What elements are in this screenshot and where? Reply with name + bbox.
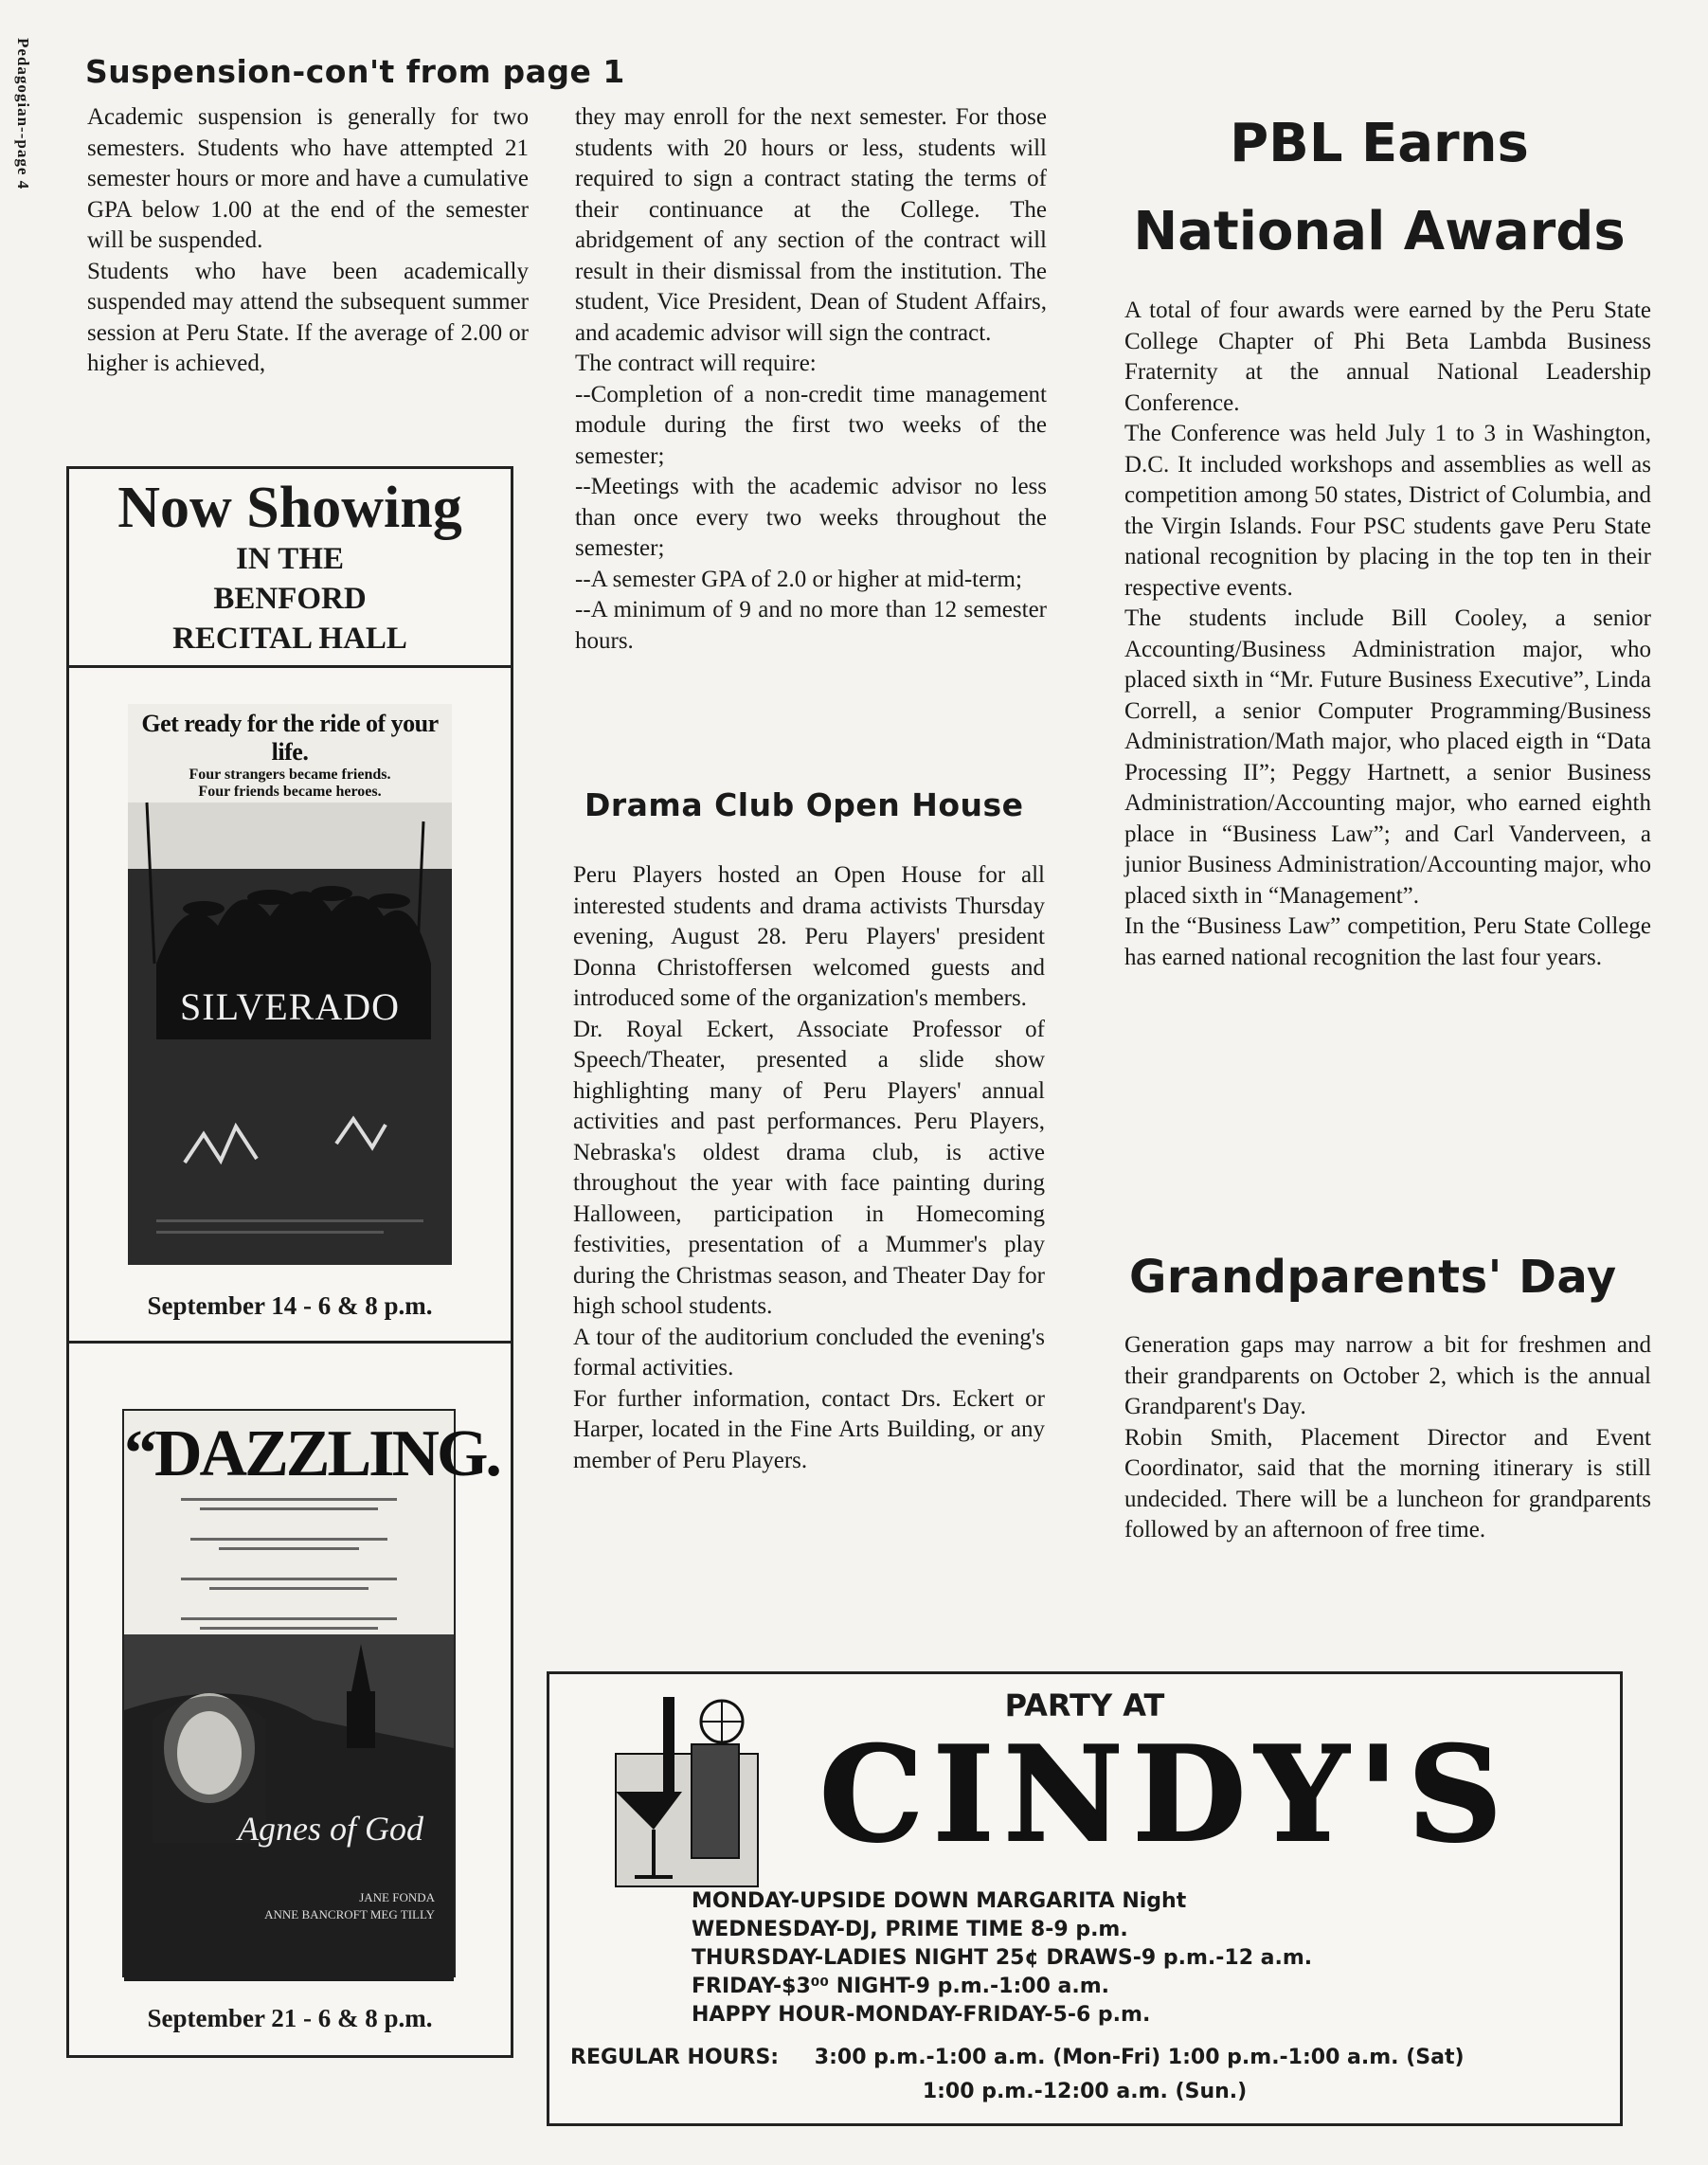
poster-subtext: Four friends became heroes. xyxy=(198,784,382,800)
drama-para: A tour of the auditorium concluded the evening's formal activities. xyxy=(573,1324,1045,1380)
party-line: WEDNESDAY-DJ, PRIME TIME 8-9 p.m. xyxy=(692,1918,1128,1941)
poster-title: Agnes of God xyxy=(238,1810,423,1848)
poster-tagline: Get ready for the ride of your life. xyxy=(141,710,439,766)
party-header: PARTY AT xyxy=(1004,1687,1165,1723)
drama-para: For further information, contact Drs. Eckert or Harper, located in the Fine Arts Building, or any member of Peru Players. xyxy=(573,1385,1045,1473)
suspension-para: Academic suspension is generally for two semesters. Students who have attempted 21 semester hours or more and have a cumulative GPA below 1.00 at the end of the semester will be suspended. xyxy=(87,104,529,253)
drama-headline: Drama Club Open House xyxy=(584,786,1024,823)
ad-divider xyxy=(69,1341,511,1344)
drama-para: Dr. Royal Eckert, Associate Professor of Speech/Theater, presented a slide show highlighting many of Peru Players' annual activities and past performances. Peru Players, Nebraska's oldest drama club, is active throughout the year with face painting during Halloween, participation in Homecoming festivities, presentation of a Mummer's play during the Christmas season, and Theater Day for high school students. xyxy=(573,1016,1045,1319)
suspension-col1 xyxy=(87,102,529,380)
party-name: CINDY'S xyxy=(819,1717,1512,1871)
party-line: HAPPY HOUR-MONDAY-FRIDAY-5-6 p.m. xyxy=(692,2003,1151,2027)
hours-weekday: 3:00 p.m.-1:00 a.m. (Mon-Fri) 1:00 p.m.-1:00 a.m. (Sat) xyxy=(814,2046,1465,2069)
page-label xyxy=(13,38,45,284)
pbl-headline-line1: PBL Earns xyxy=(1230,113,1529,174)
suspension-para: Students who have been academically suspended may attend the subsequent summer session at Peru State. If the average of 2.00 or higher is achieved, xyxy=(87,258,529,376)
drama-para: Peru Players hosted an Open House for all interested students and drama activists Thursday evening, August 28. Peru Players' president Donna Christoffersen welcomed guests and introduced some of the organization's members. xyxy=(573,862,1045,1011)
now-showing-ad xyxy=(66,466,513,2058)
drama-body xyxy=(573,860,1045,1476)
suspension-para: --A minimum of 9 and no more than 12 semester hours. xyxy=(575,597,1047,654)
party-line: FRIDAY-$3⁰⁰ NIGHT-9 p.m.-1:00 a.m. xyxy=(692,1975,1110,1998)
suspension-para: --Meetings with the academic advisor no less than once every two weeks throughout the semester; xyxy=(575,474,1047,561)
grandparents-para: Generation gaps may narrow a bit for freshmen and their grandparents on October 2, which is the annual Grandparent's Day. xyxy=(1124,1332,1651,1419)
poster-quote: “DAZZLING. xyxy=(124,1417,499,1490)
cocktail-icon xyxy=(597,1687,777,1896)
poster-credit: ANNE BANCROFT MEG TILLY xyxy=(264,1907,435,1921)
agnes-date: September 21 - 6 & 8 p.m. xyxy=(147,2004,433,2032)
poster-credit: JANE FONDA xyxy=(359,1890,435,1904)
party-schedule xyxy=(692,1887,1312,2030)
now-showing-sub: BENFORD xyxy=(213,582,367,616)
agnes-poster xyxy=(122,1409,499,1977)
suspension-para: The contract will require: xyxy=(575,351,817,376)
pbl-body xyxy=(1124,296,1651,973)
suspension-para: --A semester GPA of 2.0 or higher at mid-term; xyxy=(575,566,1022,592)
suspension-para: --Completion of a non-credit time management module during the first two weeks of the semester; xyxy=(575,381,1047,469)
nun-portrait-icon xyxy=(124,1634,454,1981)
party-line: THURSDAY-LADIES NIGHT 25¢ DRAWS-9 p.m.-12 a.m. xyxy=(692,1946,1313,1970)
pbl-headline-line2: National Awards xyxy=(1133,201,1626,263)
pbl-para: The students include Bill Cooley, a senior Accounting/Business Administration major, who placed sixth in “Mr. Future Business Executive”, Linda Correll, a senior Computer Programming/Business Administration/Math major, who placed eigth in “Data Processing II”; Peggy Hartnett, a senior Business Administration/Accounting major, who earned eighth place in “Business Law”; and Carl Vanderveen, a junior Business Administration/Accounting major, who placed sixth in “Management”. xyxy=(1124,605,1651,909)
now-showing-sub: IN THE xyxy=(235,542,345,576)
pbl-para: The Conference was held July 1 to 3 in Washington, D.C. It included workshops and assemblies as well as competition among 50 states, District of Columbia, and the Virgin Islands. Four PSC students gave Peru State national recognition by placing in the top ten in their respective events. xyxy=(1124,421,1651,601)
cindys-ad xyxy=(547,1671,1623,2126)
grandparents-body xyxy=(1124,1330,1651,1546)
pbl-para: A total of four awards were earned by the Peru State College Chapter of Phi Beta Lambda Business Fraternity at the annual National Leadership Conference. xyxy=(1124,298,1651,416)
now-showing-header xyxy=(69,469,511,668)
suspension-col2 xyxy=(575,102,1047,657)
silverado-date: September 14 - 6 & 8 p.m. xyxy=(147,1291,433,1320)
riders-silhouette-icon xyxy=(128,803,452,1265)
now-showing-title: Now Showing xyxy=(117,476,462,540)
party-line: MONDAY-UPSIDE DOWN MARGARITA Night xyxy=(692,1889,1187,1913)
pbl-headline xyxy=(1118,112,1641,263)
hours-label: REGULAR HOURS: xyxy=(570,2046,780,2069)
now-showing-sub: RECITAL HALL xyxy=(172,622,407,656)
regular-hours xyxy=(570,2046,1603,2069)
suspension-headline: Suspension-con't from page 1 xyxy=(85,53,625,90)
page-label-text: Pedagogian--page 4 xyxy=(14,38,32,190)
grandparents-para: Robin Smith, Placement Director and Event Coordinator, said that the morning itinerary is still undecided. There will be a luncheon for grandparents followed by an afternoon of free time. xyxy=(1124,1424,1651,1543)
poster-title: SILVERADO xyxy=(180,985,400,1028)
poster-subtext: Four strangers became friends. xyxy=(189,767,391,783)
grandparents-headline: Grandparents' Day xyxy=(1129,1251,1617,1304)
pbl-para: In the “Business Law” competition, Peru State College has earned national recognition the last four years. xyxy=(1124,913,1651,970)
suspension-para: they may enroll for the next semester. For those students with 20 hours or less, students will required to sign a contract stating the terms of their continuance at the College. The abridgement of any section of the contract will result in their dismissal from the institution. The student, Vice President, Dean of Student Affairs, and academic advisor will sign the contract. xyxy=(575,104,1047,346)
hours-sunday: 1:00 p.m.-12:00 a.m. (Sun.) xyxy=(922,2080,1248,2103)
silverado-poster xyxy=(128,704,452,1265)
